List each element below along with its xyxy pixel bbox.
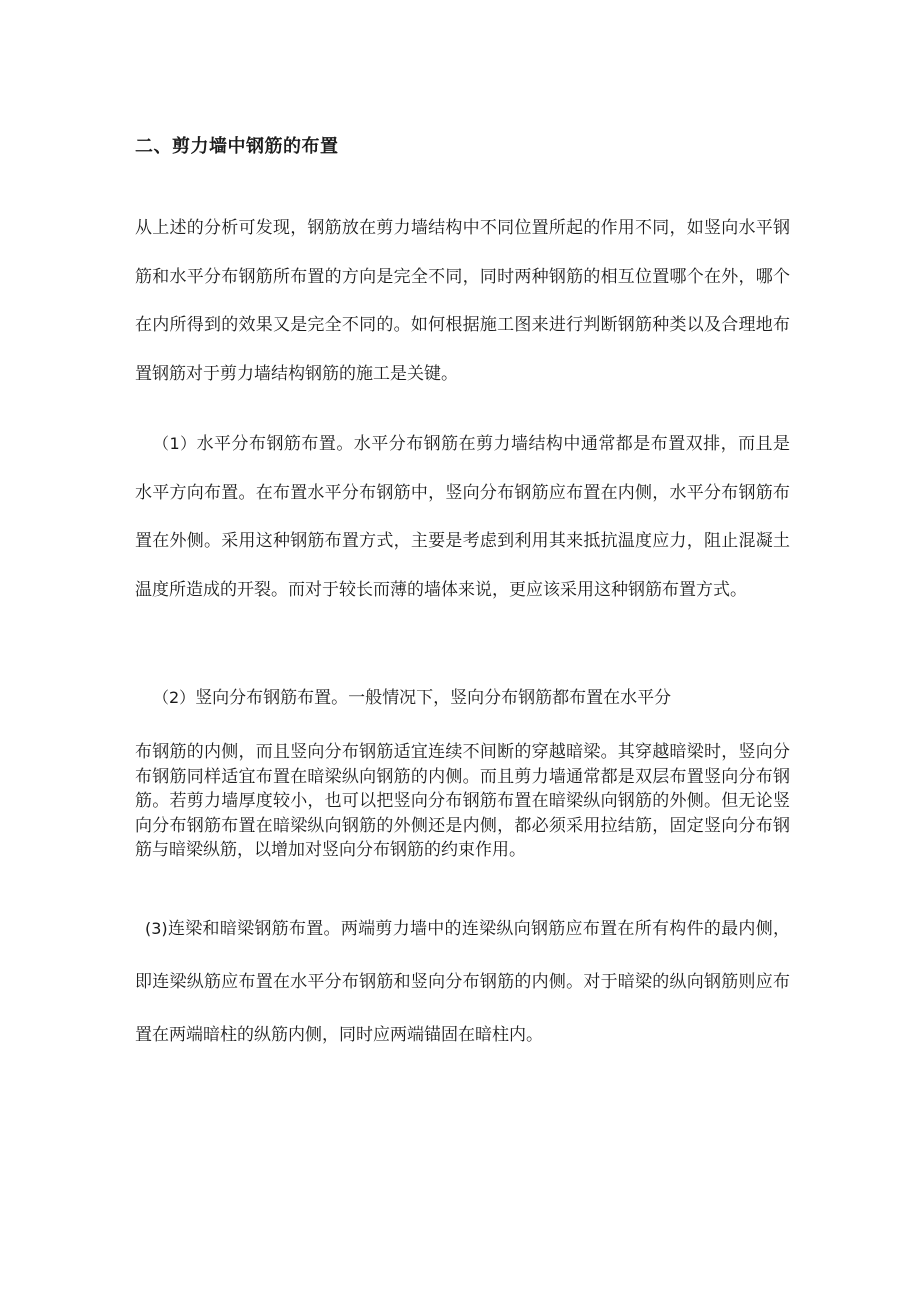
paragraph-vertical-rebar-start (135, 685, 790, 711)
list-marker-1: （1） (153, 434, 197, 453)
paragraph-intro: 从上述的分析可发现，钢筋放在剪力墙结构中不同位置所起的作用不同，如竖向水平钢筋和水平分布钢筋所布置的方向是完全不同，同时两种钢筋的相互位置哪个在外，哪个在内所得到的效果又是完全不同的。如何根据施工图来进行判断钢筋种类以及合理地布置钢筋对于剪力墙结构钢筋的施工是关键。 (135, 218, 790, 384)
list-marker-2: （2） (153, 688, 196, 707)
list-marker-3: (3) (145, 919, 168, 938)
paragraph-horizontal-rebar (135, 420, 790, 614)
paragraph-text: 连梁和暗梁钢筋布置。两端剪力墙中的连梁纵向钢筋应布置在所有构件的最内侧，即连梁纵筋应布置在水平分布钢筋和竖向分布钢筋的内侧。对于暗梁的纵向钢筋则应布置在两端暗柱的纵筋内侧，同时应两端锚固在暗柱内。 (135, 919, 790, 1045)
section-heading: 二、剪力墙中钢筋的布置 (135, 136, 339, 157)
paragraph-text: 水平分布钢筋布置。水平分布钢筋在剪力墙结构中通常都是布置双排，而且是水平方向布置。在布置水平分布钢筋中，竖向分布钢筋应布置在内侧，水平分布钢筋布置在外侧。采用这种钢筋布置方式，主要是考虑到利用其来抵抗温度应力，阻止混凝土温度所造成的开裂。而对于较长而薄的墙体来说，更应该采用这种钢筋布置方式。 (135, 434, 791, 600)
paragraph-text: 竖向分布钢筋布置。一般情况下，竖向分布钢筋都布置在水平分 (195, 688, 672, 708)
paragraph-vertical-rebar-cont: 布钢筋的内侧，而且竖向分布钢筋适宜连续不间断的穿越暗梁。其穿越暗梁时，竖向分布钢筋同样适宜布置在暗梁纵向钢筋的内侧。而且剪力墙通常都是双层布置竖向分布钢筋。若剪力墙厚度较小，也可以把竖向分布钢筋布置在暗梁纵向钢筋的外侧。但无论竖向分布钢筋布置在暗梁纵向钢筋的外侧还是内侧，都必须采用拉结筋，固定竖向分布钢筋与暗梁纵筋，以增加对竖向分布钢筋的约束作用。 (135, 742, 790, 860)
paragraph-coupling-beam (135, 902, 790, 1062)
